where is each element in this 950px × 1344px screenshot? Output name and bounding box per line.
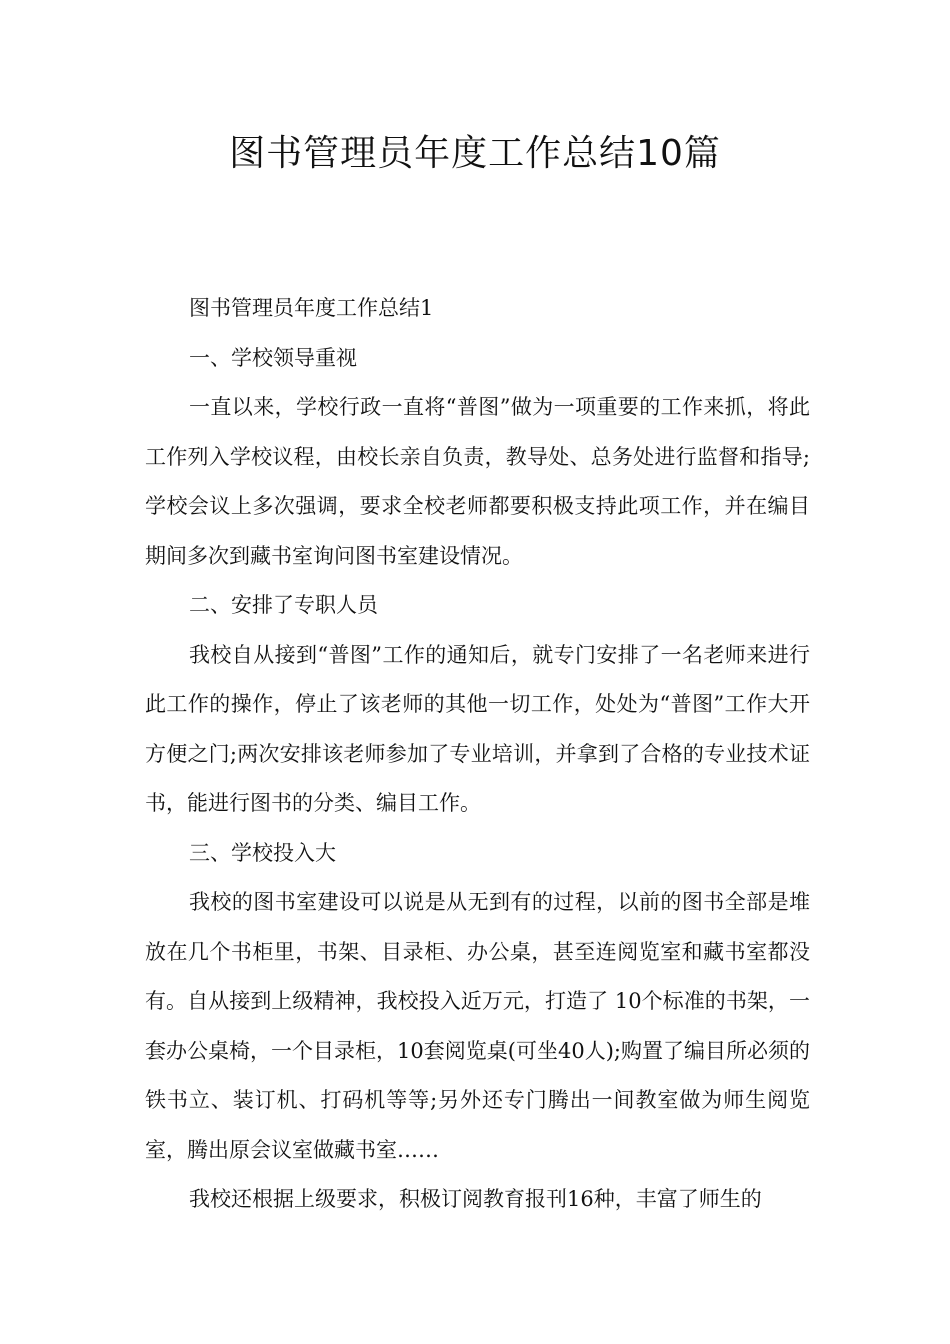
section-heading-2: 二、安排了专职人员 [189, 593, 378, 617]
paragraph-2: 我校自从接到“普图”工作的通知后，就专门安排了一名老师来进行此工作的操作，停止了该老师的其他一切工作，处处为“普图”工作大开方便之门;两次安排该老师参加了专业培训，并拿到了合格的专业技术证书，能进行图书的分类、编目工作。 [145, 642, 810, 815]
section-heading-3: 三、学校投入大 [189, 840, 336, 865]
section-heading-1: 一、学校领导重视 [189, 345, 357, 370]
document-title: 图书管理员年度工作总结10篇 [229, 133, 721, 174]
document-body [145, 284, 810, 1225]
paragraph-4: 我校还根据上级要求，积极订阅教育报刊16种，丰富了师生的 [189, 1187, 762, 1211]
paragraph-3: 我校的图书室建设可以说是从无到有的过程，以前的图书全部是堆放在几个书柜里，书架、目录柜、办公桌，甚至连阅览室和藏书室都没有。自从接到上级精神，我校投入近万元，打造了 10个标准的书架，一套办公桌椅，一个目录柜，10套阅览桌(可坐40人);购置了编目所必须的铁书立、装订机、打码机等等;另外还专门腾出一间教室做为师生阅览室，腾出原会议室做藏书室…… [145, 890, 810, 1162]
section-title: 图书管理员年度工作总结1 [189, 296, 434, 320]
paragraph-1: 一直以来，学校行政一直将“普图”做为一项重要的工作来抓，将此工作列入学校议程，由校长亲自负责，教导处、总务处进行监督和指导;学校会议上多次强调，要求全校老师都要积极支持此项工作，并在编目期间多次到藏书室询问图书室建设情况。 [145, 395, 810, 568]
